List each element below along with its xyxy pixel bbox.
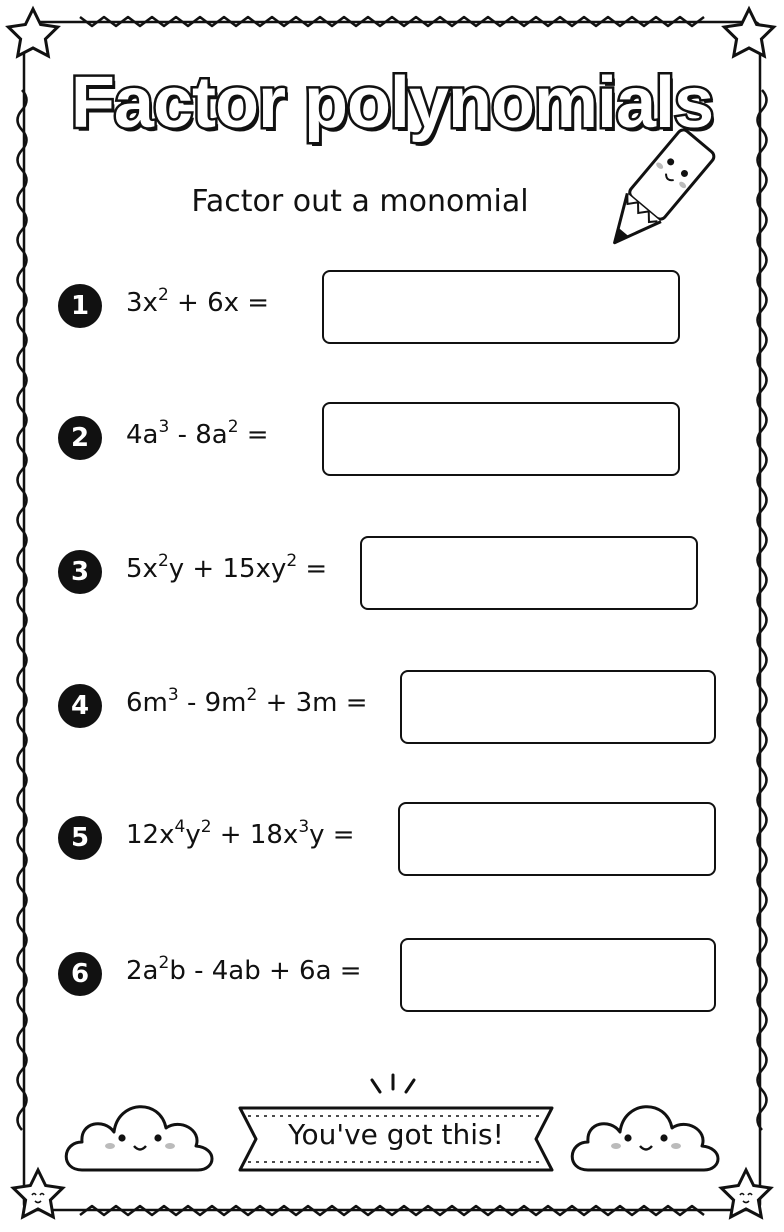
problem-number-badge: 4 bbox=[58, 684, 102, 728]
expression-text: 5x bbox=[126, 554, 158, 584]
exponent: 2 bbox=[246, 685, 258, 705]
exponent: 4 bbox=[174, 817, 186, 837]
expression-text: 4a bbox=[126, 420, 159, 450]
exponent: 3 bbox=[298, 817, 310, 837]
answer-box[interactable] bbox=[322, 402, 680, 476]
expression-text: 2a bbox=[126, 956, 159, 986]
cloud-icon-left bbox=[66, 1107, 212, 1170]
exponent: 2 bbox=[227, 417, 239, 437]
answer-box[interactable] bbox=[322, 270, 680, 344]
problem-row bbox=[0, 936, 784, 1016]
answer-box[interactable] bbox=[400, 670, 716, 744]
problem-number-badge: 2 bbox=[58, 416, 102, 460]
exponent: 2 bbox=[200, 817, 212, 837]
expression-text: + 6x = bbox=[168, 288, 270, 318]
problem-expression bbox=[126, 817, 355, 850]
worksheet-title: Factor polynomials bbox=[70, 63, 714, 143]
expression-text: b - 4ab + 6a = bbox=[169, 956, 362, 986]
answer-box[interactable] bbox=[400, 938, 716, 1012]
expression-text: y = bbox=[309, 820, 355, 850]
exponent: 2 bbox=[157, 285, 169, 305]
problem-expression bbox=[126, 551, 328, 584]
cloud-icon-right bbox=[572, 1107, 718, 1170]
expression-text: - 8a bbox=[169, 420, 228, 450]
expression-text: - 9m bbox=[178, 688, 247, 718]
worksheet-subtitle: Factor out a monomial bbox=[191, 184, 529, 219]
expression-text: + 18x bbox=[211, 820, 299, 850]
exponent: 3 bbox=[167, 685, 179, 705]
expression-text: 6m bbox=[126, 688, 168, 718]
problem-row bbox=[0, 534, 784, 614]
star-icon-top-left bbox=[8, 9, 57, 56]
problem-number-badge: 1 bbox=[58, 284, 102, 328]
problem-expression bbox=[126, 685, 368, 718]
problem-number-badge: 5 bbox=[58, 816, 102, 860]
problem-number-badge: 3 bbox=[58, 550, 102, 594]
expression-text: 12x bbox=[126, 820, 175, 850]
problem-row bbox=[0, 668, 784, 748]
star-icon-top-right bbox=[724, 9, 773, 56]
problem-number-badge: 6 bbox=[58, 952, 102, 996]
problem-row bbox=[0, 800, 784, 880]
sparkle-icon bbox=[372, 1075, 414, 1092]
exponent: 2 bbox=[286, 551, 298, 571]
answer-box[interactable] bbox=[360, 536, 698, 610]
answer-box[interactable] bbox=[398, 802, 716, 876]
problem-row bbox=[0, 400, 784, 480]
problem-expression bbox=[126, 417, 269, 450]
problem-expression bbox=[126, 285, 270, 318]
exponent: 3 bbox=[158, 417, 170, 437]
exponent: 2 bbox=[157, 551, 169, 571]
expression-text: = bbox=[238, 420, 269, 450]
problem-expression bbox=[126, 953, 362, 986]
expression-text: y bbox=[185, 820, 201, 850]
expression-text: = bbox=[297, 554, 328, 584]
expression-text: 3x bbox=[126, 288, 158, 318]
encouragement-text: You've got this! bbox=[288, 1118, 504, 1151]
problem-row bbox=[0, 268, 784, 348]
exponent: 2 bbox=[158, 953, 170, 973]
expression-text: + 3m = bbox=[257, 688, 368, 718]
expression-text: y + 15xy bbox=[168, 554, 287, 584]
